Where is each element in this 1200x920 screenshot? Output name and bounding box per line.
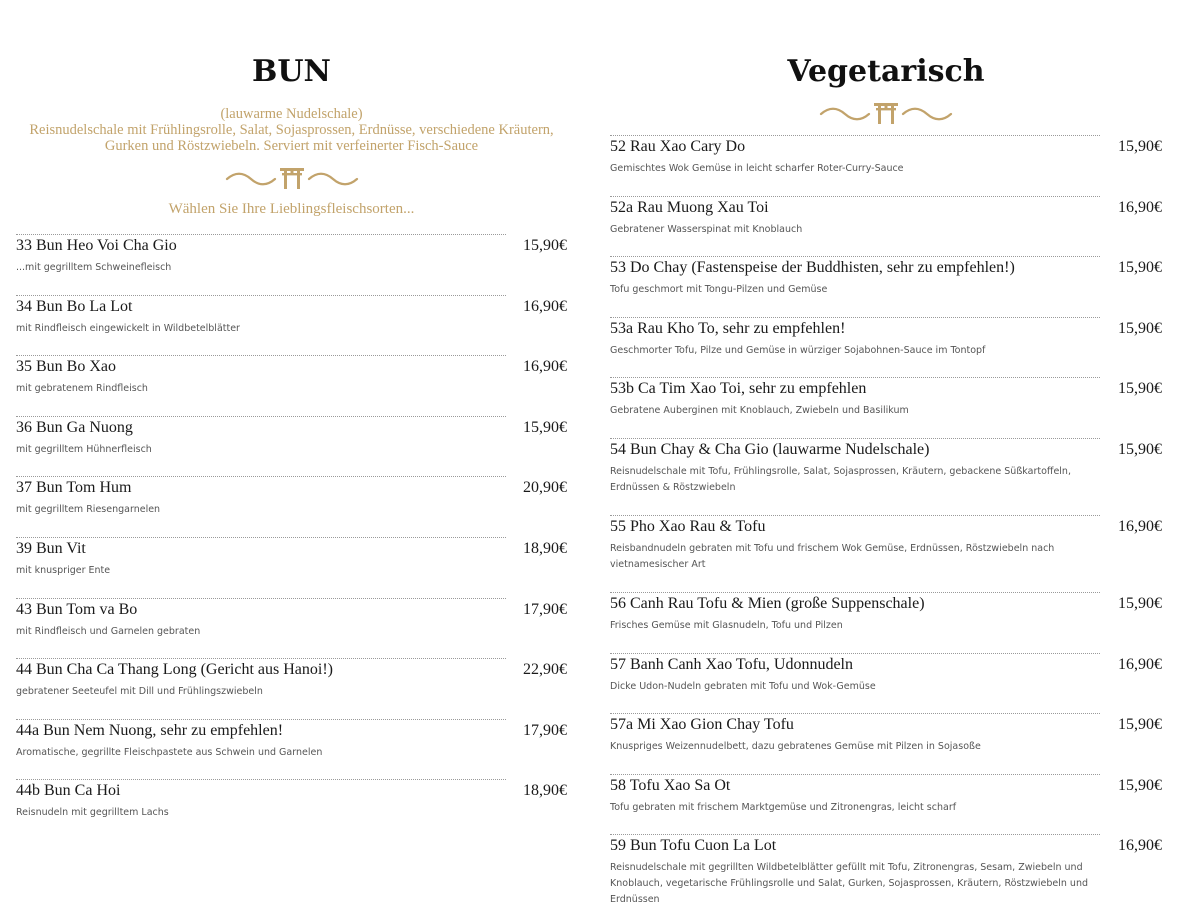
vegetarian-section <box>610 0 1162 909</box>
item-price: 22,90€ <box>523 661 567 679</box>
item-price: 15,90€ <box>1118 380 1162 398</box>
item-description: Dicke Udon-Nudeln gebraten mit Tofu und Wok-Gemüse <box>610 680 876 692</box>
menu-item[interactable] <box>16 777 567 838</box>
menu-item[interactable] <box>16 474 567 535</box>
item-name: 57 Banh Canh Xao Tofu, Udonnudeln <box>610 653 1100 675</box>
menu-item[interactable] <box>16 717 567 778</box>
item-description: Gebratene Auberginen mit Knoblauch, Zwiebeln und Basilikum <box>610 405 909 417</box>
item-description: mit knuspriger Ente <box>16 564 111 576</box>
menu-item[interactable] <box>610 375 1162 436</box>
item-description: Tofu geschmort mit Tongu-Pilzen und Gemüse <box>610 284 828 296</box>
menu-item[interactable] <box>16 535 567 596</box>
item-price: 16,90€ <box>1118 655 1162 673</box>
item-name: 52 Rau Xao Cary Do <box>610 135 1100 157</box>
item-price: 18,90€ <box>523 782 567 800</box>
menu-item[interactable] <box>610 651 1162 712</box>
item-description: ...mit gegrilltem Schweinefleisch <box>16 262 172 273</box>
bun-heading: BUN <box>252 54 331 89</box>
item-description: Reisnudelschale mit Tofu, Frühlingsrolle, Salat, Sojasprossen, Kräutern, gebackene Süßkartoffeln, Erdnüssen & Röstzwiebeln <box>610 465 1071 493</box>
menu-item[interactable] <box>610 590 1162 651</box>
item-price: 16,90€ <box>1118 198 1162 216</box>
item-name: 44a Bun Nem Nuong, sehr zu empfehlen! <box>16 719 506 741</box>
item-price: 15,90€ <box>1118 319 1162 337</box>
item-description: Gebratener Wasserspinat mit Knoblauch <box>610 223 803 235</box>
bun-intro-line: Reisnudelschale mit Frühlingsrolle, Salat, Sojasprossen, Erdnüsse, verschiedene Kräutern, <box>29 122 554 138</box>
item-name: 59 Bun Tofu Cuon La Lot <box>610 834 1100 856</box>
item-description: mit gebratenem Rindfleisch <box>16 383 148 395</box>
item-name: 36 Bun Ga Nuong <box>16 416 506 438</box>
item-description: Geschmorter Tofu, Pilze und Gemüse in würziger Sojabohnen-Sauce im Tontopf <box>610 344 986 356</box>
item-price: 15,90€ <box>1118 440 1162 458</box>
item-name: 55 Pho Xao Rau & Tofu <box>610 515 1100 537</box>
torii-divider-icon <box>16 166 567 190</box>
vegetarian-menu-list <box>610 133 1162 909</box>
menu-item[interactable] <box>610 133 1162 194</box>
item-name: 53b Ca Tim Xao Toi, sehr zu empfehlen <box>610 377 1100 399</box>
menu-item[interactable] <box>16 656 567 717</box>
item-price: 17,90€ <box>523 600 567 618</box>
bun-intro-line: (lauwarme Nudelschale) <box>220 106 363 122</box>
item-name: 53a Rau Kho To, sehr zu empfehlen! <box>610 317 1100 339</box>
menu-item[interactable] <box>610 315 1162 376</box>
item-name: 34 Bun Bo La Lot <box>16 295 506 317</box>
item-description: mit Rindfleisch eingewickelt in Wildbetelblätter <box>16 322 240 334</box>
menu-item[interactable] <box>16 232 567 293</box>
item-name: 54 Bun Chay & Cha Gio (lauwarme Nudelschale) <box>610 438 1100 460</box>
item-price: 15,90€ <box>523 418 567 436</box>
item-name: 37 Bun Tom Hum <box>16 476 506 498</box>
bun-intro-line: Gurken und Röstzwiebeln. Serviert mit verfeinerter Fisch-Sauce <box>104 138 479 154</box>
menu-item[interactable] <box>16 414 567 475</box>
item-description: Frisches Gemüse mit Glasnudeln, Tofu und Pilzen <box>610 619 843 631</box>
item-price: 16,90€ <box>1118 517 1162 535</box>
vegetarian-heading: Vegetarisch <box>787 54 985 89</box>
item-name: 57a Mi Xao Gion Chay Tofu <box>610 713 1100 735</box>
item-price: 15,90€ <box>1118 594 1162 612</box>
item-description: gebratener Seeteufel mit Dill und Frühlingszwiebeln <box>16 686 263 698</box>
item-price: 16,90€ <box>1118 837 1162 855</box>
item-name: 35 Bun Bo Xao <box>16 355 506 377</box>
menu-item[interactable] <box>610 711 1162 772</box>
torii-divider-icon <box>610 101 1162 125</box>
item-name: 56 Canh Rau Tofu & Mien (große Suppenschale) <box>610 592 1100 614</box>
item-price: 15,90€ <box>1118 138 1162 155</box>
item-description: Aromatische, gegrillte Fleischpastete aus Schwein und Garnelen <box>16 746 323 758</box>
menu-item[interactable] <box>610 254 1162 315</box>
item-price: 20,90€ <box>523 479 567 497</box>
item-price: 16,90€ <box>523 358 567 376</box>
item-description: Reisnudeln mit gegrilltem Lachs <box>16 807 169 819</box>
menu-item[interactable] <box>610 832 1162 909</box>
menu-item[interactable] <box>16 596 567 657</box>
item-name: 39 Bun Vit <box>16 537 506 559</box>
menu-item[interactable] <box>16 353 567 414</box>
bun-intro <box>16 106 567 154</box>
bun-menu-list <box>16 232 567 838</box>
item-name: 52a Rau Muong Xau Toi <box>610 196 1100 218</box>
item-name: 53 Do Chay (Fastenspeise der Buddhisten, sehr zu empfehlen!) <box>610 256 1100 278</box>
item-description: mit Rindfleisch und Garnelen gebraten <box>16 625 201 637</box>
item-description: mit gegrilltem Hühnerfleisch <box>16 443 152 455</box>
menu-item[interactable] <box>16 293 567 354</box>
menu-item[interactable] <box>610 436 1162 513</box>
choose-meat-text: Wählen Sie Ihre Lieblingsfleischsorten... <box>168 201 415 217</box>
item-price: 15,90€ <box>1118 259 1162 277</box>
item-description: Tofu gebraten mit frischem Marktgemüse und Zitronengras, leicht scharf <box>610 801 957 813</box>
menu-item[interactable] <box>610 194 1162 255</box>
bun-section <box>16 0 567 838</box>
item-price: 15,90€ <box>523 237 567 254</box>
item-name: 58 Tofu Xao Sa Ot <box>610 774 1100 796</box>
menu-item[interactable] <box>610 772 1162 833</box>
item-description: Gemischtes Wok Gemüse in leicht scharfer Roter-Curry-Sauce <box>610 163 904 174</box>
item-name: 33 Bun Heo Voi Cha Gio <box>16 234 506 256</box>
item-price: 17,90€ <box>523 721 567 739</box>
item-name: 43 Bun Tom va Bo <box>16 598 506 620</box>
item-name: 44b Bun Ca Hoi <box>16 779 506 801</box>
item-name: 44 Bun Cha Ca Thang Long (Gericht aus Hanoi!) <box>16 658 506 680</box>
item-price: 15,90€ <box>1118 716 1162 734</box>
item-price: 18,90€ <box>523 539 567 557</box>
item-description: Reisbandnudeln gebraten mit Tofu und frischem Wok Gemüse, Erdnüssen, Röstzwiebeln nach vietnamesischer Art <box>610 542 1055 570</box>
menu-item[interactable] <box>610 513 1162 590</box>
item-price: 16,90€ <box>523 297 567 315</box>
item-price: 15,90€ <box>1118 776 1162 794</box>
item-description: Reisnudelschale mit gegrillten Wildbetelblätter gefüllt mit Tofu, Zitronengras, Sesam, Zwiebeln und Knoblauch, vegetarische Frühlingsrolle und Salat, Gurken, Sojasprossen, Kräutern, Röstzwiebeln und Erdnüssen <box>610 862 1089 906</box>
item-description: Knuspriges Weizennudelbett, dazu gebratenes Gemüse mit Pilzen in Sojasoße <box>610 741 981 753</box>
item-description: mit gegrilltem Riesengarnelen <box>16 504 161 516</box>
